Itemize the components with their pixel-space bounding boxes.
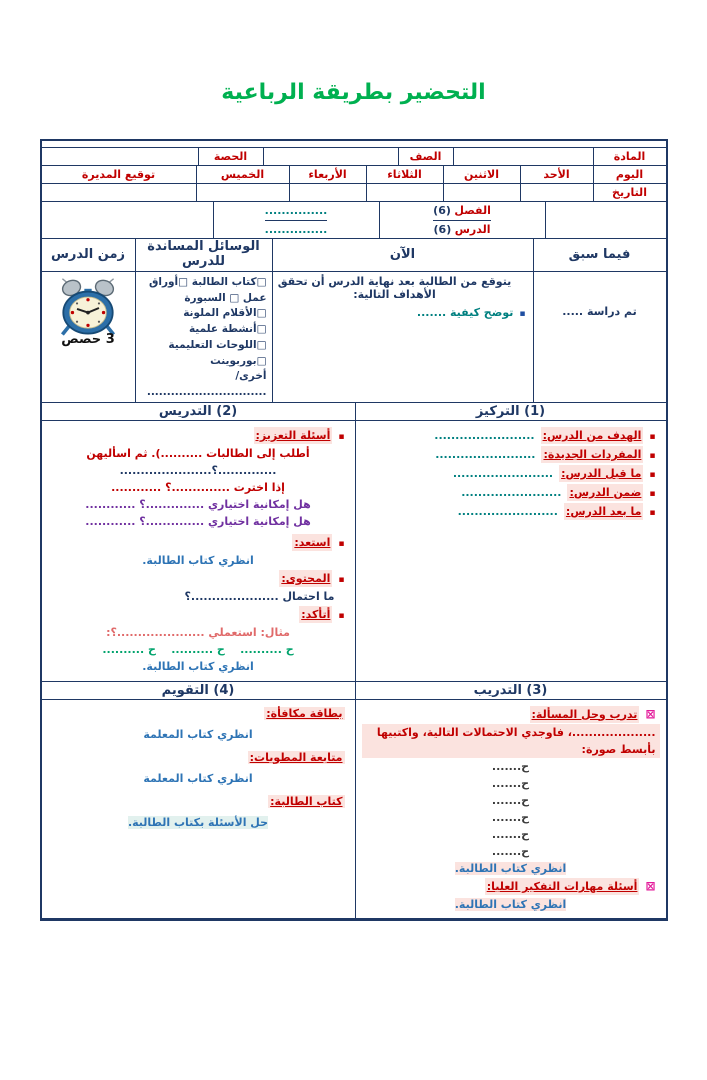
date-cell	[289, 184, 366, 201]
previous-header: فيما سبق	[533, 239, 666, 271]
now-intro: يتوقع من الطالبة بعد نهاية الدرس أن تحقق الأهداف التالية:	[277, 274, 512, 301]
evaluation-item-text: انظري كتاب المعلمة	[143, 727, 253, 741]
bullet-icon: ▪	[649, 489, 656, 500]
day-wednesday: الأربعاء	[289, 166, 366, 183]
day-thursday: الخميس	[196, 166, 289, 183]
training-header: (3) التدريب	[356, 682, 666, 700]
evaluation-item-text: حل الأسئلة بكتاب الطالبة.	[127, 815, 269, 829]
focus-item: ▪ ما بعد الدرس: ........................	[362, 502, 660, 521]
date-cell	[443, 184, 520, 201]
chapter-right-spacer	[545, 202, 666, 238]
confirm-example: مثال: استعملي .....................؟:	[106, 626, 290, 640]
previous-cell	[533, 272, 666, 402]
aids-checkboxes: □كتاب الطالبة □أوراق عمل □ السبورة □الأقلام الملونة □أنشطة علمية □اللوحات التعليمية	[148, 275, 267, 351]
focus-item: ▪ ضمن الدرس: ........................	[362, 483, 660, 502]
chapter-lesson-labels	[379, 202, 545, 238]
now-objective-line	[413, 305, 530, 320]
focus-header: (1) التركيز	[356, 403, 666, 421]
class-label: الصف	[398, 148, 453, 165]
content-label-line: ▪ المحتوى:	[48, 569, 349, 588]
training-item1-text: ....................، فاوجدي الاحتمالات التالية، واكتبيها بأبسط صورة:	[362, 724, 660, 758]
reinforce-line: أطلب إلى الطالبات ..........). ثم اسأليهن	[86, 446, 310, 460]
ready-label-line: ▪ استعد:	[48, 533, 349, 552]
training-option: ح.......	[491, 759, 530, 773]
now-cell	[272, 272, 533, 402]
ready-ref: انظري كتاب الطالبة.	[142, 554, 254, 568]
overview-header-row	[42, 239, 666, 272]
subject-row	[42, 148, 666, 166]
confirm-options: ح .......... ح .......... ح ..........	[102, 643, 294, 657]
training-section	[355, 682, 666, 919]
aids-text-block	[139, 273, 269, 401]
lesson-plan-table	[40, 139, 668, 921]
checked-box-icon: ⊠	[645, 879, 656, 893]
training-item1-label-line: ⊠ تدرب وحل المسألة:	[362, 705, 660, 724]
bullet-icon: ▪	[649, 431, 656, 442]
day-monday: الاثنين	[443, 166, 520, 183]
period-label: الحصة	[198, 148, 263, 165]
subject-label: المادة	[593, 148, 666, 165]
evaluation-item-label: بطاقة مكافأة:	[266, 706, 343, 720]
training-option: ح.......	[491, 810, 530, 824]
bullet-icon: ▪	[519, 308, 526, 319]
reinforce-line: هل إمكانية اختياري ..............؟ ............	[85, 498, 311, 512]
evaluation-item-text: انظري كتاب المعلمة	[143, 771, 253, 785]
date-cell	[366, 184, 443, 201]
chapter-lesson-values	[213, 202, 379, 238]
evaluation-item-label: كتاب الطالبة:	[270, 794, 343, 808]
bullet-icon: ▪	[649, 450, 656, 461]
date-label: التاريخ	[593, 184, 666, 201]
bullet-icon: ▪	[649, 508, 656, 519]
training-ref2: انظري كتاب الطالبة.	[454, 898, 567, 912]
training-option: ح.......	[491, 827, 530, 841]
training-evaluation-row	[42, 682, 666, 919]
reinforce-label-line: ▪ أسئلة التعزيز:	[48, 426, 349, 445]
training-option: ح.......	[491, 776, 530, 790]
aids-cell	[135, 272, 272, 402]
training-ref1-line	[362, 860, 660, 877]
focus-teaching-row	[42, 403, 666, 682]
training-option: ح.......	[491, 844, 530, 858]
period-value	[42, 148, 198, 165]
signature-label: توقيع المديرة	[81, 168, 156, 181]
date-cell	[196, 184, 289, 201]
previous-text: تم دراسة .....	[562, 304, 637, 318]
chapter-left-spacer	[42, 202, 213, 238]
evaluation-item-label: متابعة المطويات:	[249, 750, 343, 764]
now-header: الآن	[272, 239, 533, 271]
training-ref2-line	[362, 896, 660, 913]
top-strip-row	[42, 141, 666, 148]
evaluation-body	[42, 700, 355, 836]
bullet-icon: ▪	[338, 431, 345, 442]
time-header: زمن الدرس	[50, 247, 126, 263]
checked-box-icon: ⊠	[645, 706, 656, 721]
alarm-clock-icon	[51, 276, 125, 340]
focus-item: ▪ الهدف من الدرس: ........................	[362, 426, 660, 445]
date-row	[42, 184, 666, 202]
teaching-header: (2) التدريس	[42, 403, 355, 421]
overview-body-row	[42, 272, 666, 403]
chapter-value: ...............	[265, 202, 328, 221]
aids-header: الوسائل المساندة للدرس	[135, 239, 272, 271]
now-objective: توضح كيفية .......	[416, 305, 514, 319]
evaluation-header: (4) التقويم	[42, 682, 355, 700]
lesson-label: الدرس (6)	[433, 222, 491, 236]
day-label: اليوم	[593, 166, 666, 183]
focus-body	[356, 421, 666, 526]
day-sunday: الأحد	[520, 166, 593, 183]
aids-powerpoint: □بوربوينت	[210, 354, 267, 367]
confirm-ref: انظري كتاب الطالبة.	[142, 660, 254, 674]
focus-item: ▪ المفردات الجديدة: ........................	[362, 445, 660, 464]
chapter-label: الفصل (6)	[433, 202, 491, 221]
day-row	[42, 166, 666, 184]
lesson-value: ...............	[264, 222, 328, 236]
content-line: ما احتمال .....................؟	[184, 590, 335, 604]
date-cell	[520, 184, 593, 201]
lesson-time-block	[42, 272, 135, 347]
reinforce-line: ..............؟......................	[119, 463, 277, 477]
focus-item: ▪ ما قبل الدرس: ........................	[362, 464, 660, 483]
subject-value	[453, 148, 593, 165]
confirm-label-line: ▪ أتأكد:	[48, 605, 349, 624]
bullet-icon: ▪	[338, 575, 345, 586]
sessions-count: 3 حصص	[61, 331, 115, 347]
teaching-section	[42, 403, 355, 681]
reinforce-line: هل إمكانية اختياري ..............؟ ............	[85, 515, 311, 529]
aids-other: أخرى/ ..............................	[146, 370, 267, 399]
chapter-lesson-row	[42, 202, 666, 239]
class-value	[263, 148, 398, 165]
training-option: ح.......	[491, 793, 530, 807]
bullet-icon: ▪	[649, 469, 656, 480]
training-item2-label-line: ⊠ أسئلة مهارات التفكير العليا:	[362, 877, 660, 896]
training-ref1: انظري كتاب الطالبة.	[454, 861, 567, 875]
bullet-icon: ▪	[338, 611, 345, 622]
evaluation-item-text-wrap	[48, 814, 349, 831]
evaluation-section	[42, 682, 355, 919]
time-cell	[42, 272, 135, 402]
focus-section	[355, 403, 666, 681]
date-cell	[42, 184, 196, 201]
bullet-icon: ▪	[338, 539, 345, 550]
page-title: التحضير بطريقة الرباعية	[221, 80, 486, 105]
training-body	[356, 700, 666, 919]
day-tuesday: الثلاثاء	[366, 166, 443, 183]
reinforce-line: إذا اخترت ..............؟ ............	[111, 481, 285, 495]
teaching-body	[42, 421, 355, 681]
